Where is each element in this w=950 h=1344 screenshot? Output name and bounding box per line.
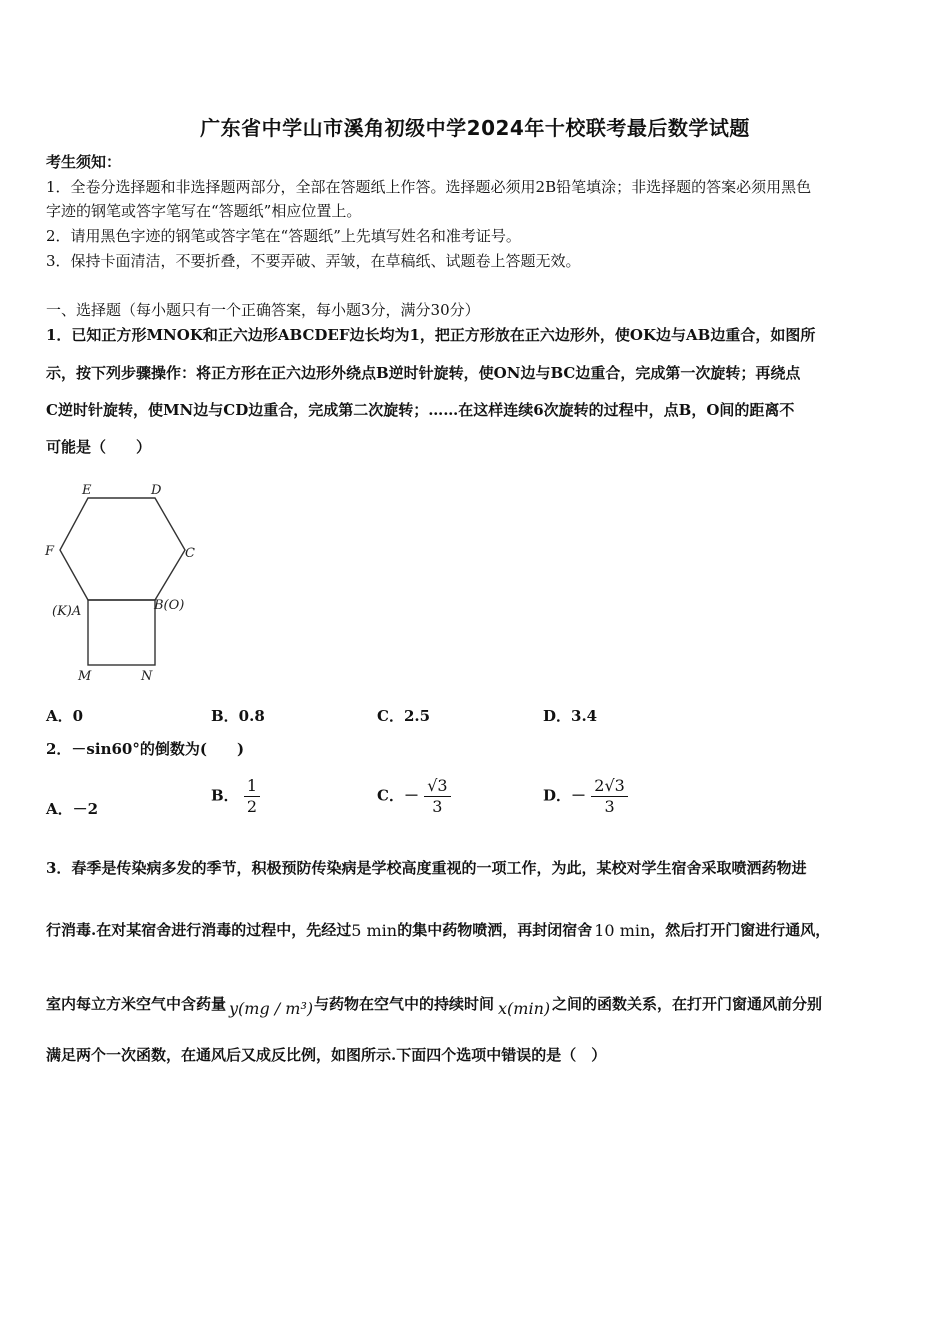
fraction-denominator: 3 — [604, 797, 615, 816]
q2-option-c — [377, 776, 451, 817]
notice-item: 1．全卷分选择题和非选择题两部分，全部在答题纸上作答。选择题必须用2B铅笔填涂；非选择题的答案必须用黑色 — [46, 178, 812, 196]
label-bo: B(O) — [154, 598, 185, 613]
question-1-line: C逆时针旋转，使MN边与CD边重合，完成第二次旋转；……在这样连续6次旋转的过程中，点B，O间的距离不 — [46, 401, 795, 419]
q2-option-b-label: B． — [211, 786, 239, 805]
question-1-line: 可能是（ ） — [46, 438, 152, 456]
q2-option-a-label: A． — [46, 800, 73, 818]
question-3-line: 满足两个一次函数，在通风后又成反比例，如图所示.下面四个选项中错误的是（ ） — [46, 1046, 607, 1064]
q2-option-d-sign: － — [571, 786, 587, 805]
square-shape — [88, 600, 155, 665]
q3-text: 之间的函数关系，在打开门窗通风前分别 — [552, 995, 823, 1013]
label-m: M — [78, 669, 92, 684]
q3-text: 室内每立方米空气中含药量 — [46, 995, 227, 1013]
section-heading: 一、选择题（每小题只有一个正确答案，每小题3分，满分30分） — [46, 301, 480, 319]
math-5min: 5 min — [351, 921, 398, 940]
notice-item: 3．保持卡面清洁，不要折叠，不要弄破、弄皱，在草稿纸、试题卷上答题无效。 — [46, 252, 581, 270]
page-title: 广东省中学山市溪角初级中学2024年十校联考最后数学试题 — [200, 116, 750, 140]
q3-text: 与药物在空气中的持续时间 — [314, 995, 495, 1013]
q1-option-c: C．2.5 — [377, 707, 431, 725]
label-ka: (K)A — [52, 604, 82, 619]
q3-text: 的集中药物喷洒，再封闭宿舍 — [397, 921, 593, 939]
q3-text: 行消毒.在对某宿舍进行消毒的过程中，先经过 — [46, 921, 352, 939]
q1-option-a: A．0 — [46, 707, 84, 725]
q2-option-c-sign: － — [403, 786, 419, 805]
q2-option-c-label: C． — [377, 786, 404, 805]
label-n: N — [141, 669, 153, 684]
math-y-unit: y(mg / m³) — [229, 999, 314, 1018]
label-f: F — [45, 544, 55, 559]
fraction-numerator: √3 — [424, 776, 450, 797]
q1-option-b: B．0.8 — [211, 707, 265, 725]
hexagon-shape — [60, 498, 185, 600]
q3-text: ，然后打开门窗进行通风， — [650, 921, 831, 939]
fraction-denominator: 2 — [246, 797, 258, 816]
q1-option-d: D．3.4 — [543, 707, 598, 725]
q2-option-d-label: D． — [543, 786, 572, 805]
notice-heading: 考生须知： — [46, 153, 122, 171]
notice-item: 字迹的钢笔或答字笔写在“答题纸”相应位置上。 — [46, 202, 362, 220]
fraction-one-half — [244, 776, 260, 817]
question-3-line — [46, 920, 906, 940]
math-x-unit: x(min) — [498, 999, 551, 1018]
fraction-denominator: 3 — [432, 797, 443, 816]
q2-option-d — [543, 776, 628, 817]
fraction-2root3-over-3 — [591, 776, 628, 817]
question-1-line: 1．已知正方形MNOK和正六边形ABCDEF边长均为1，把正方形放在正六边形外，使OK边与AB边重合，如图所 — [46, 326, 816, 344]
question-3-line — [46, 994, 906, 1018]
label-c: C — [185, 546, 195, 561]
math-10min: 10 min — [594, 921, 651, 940]
question-1-line: 示，按下列步骤操作：将正方形在正六边形外绕点B逆时针旋转，使ON边与BC边重合，完成第一次旋转；再绕点 — [46, 364, 801, 382]
question-3-line: 3．春季是传染病多发的季节，积极预防传染病是学校高度重视的一项工作，为此，某校对学生宿舍采取喷洒药物进 — [46, 859, 807, 877]
fraction-root3-over-3 — [424, 776, 450, 817]
fraction-numerator: 2√3 — [591, 776, 628, 797]
fraction-numerator: 1 — [244, 776, 260, 797]
q2-option-b — [211, 776, 260, 817]
question-2-stem: 2．－sin60°的倒数为( ) — [46, 740, 245, 758]
notice-item: 2．请用黑色字迹的钢笔或答字笔在“答题纸”上先填写姓名和准考证号。 — [46, 227, 521, 245]
label-e: E — [82, 483, 92, 498]
hexagon-square-figure — [40, 478, 210, 688]
q2-option-a-text: －2 — [72, 800, 99, 818]
label-d: D — [151, 483, 162, 498]
q2-option-a — [46, 798, 98, 819]
